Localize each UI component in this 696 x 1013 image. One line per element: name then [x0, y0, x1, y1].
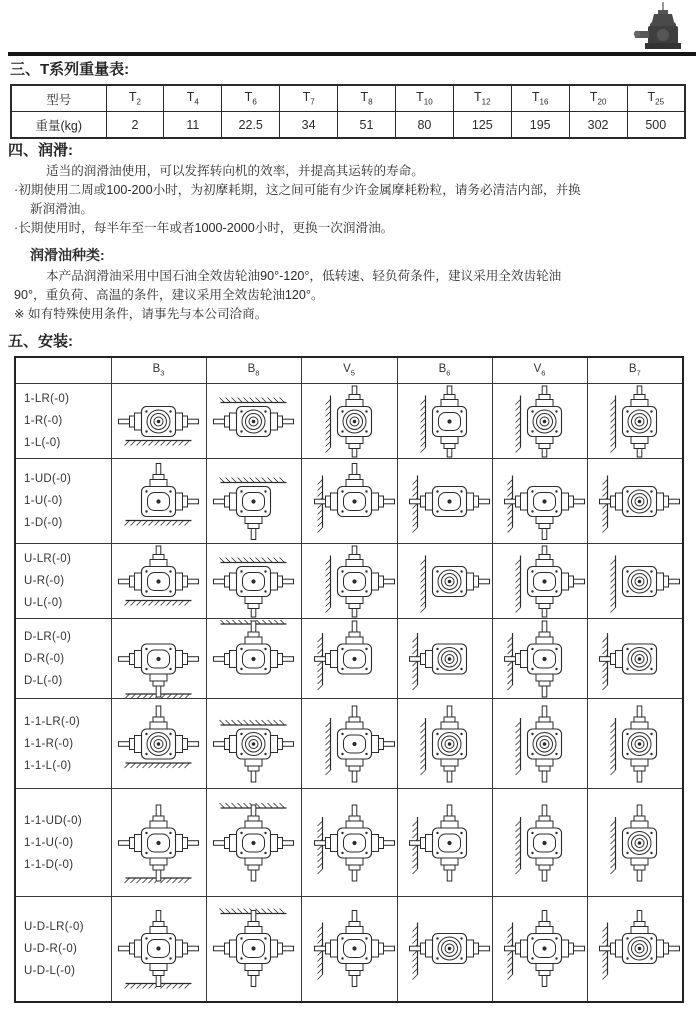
mounting-drawing	[206, 897, 301, 1002]
model-cell: $T_{16}$	[511, 85, 569, 112]
mounting-drawing	[397, 789, 492, 897]
config-label	[15, 897, 111, 1002]
mounting-drawing	[206, 544, 301, 619]
mounting-drawing	[492, 619, 587, 699]
mounting-drawing	[111, 789, 206, 897]
mounting-drawing	[206, 459, 301, 544]
mounting-drawing	[587, 459, 683, 544]
oil-types-subheading: 润滑油种类:	[30, 247, 105, 263]
section5-heading: 五、安装:	[8, 333, 73, 350]
mounting-drawing	[301, 699, 397, 789]
config-label-line: 1-1-UD(-0)	[24, 814, 82, 827]
mount-code: $B_3$	[111, 357, 206, 384]
mounting-drawing	[111, 544, 206, 619]
config-label-line: U-D-LR(-0)	[24, 920, 84, 933]
config-label-line: U-LR(-0)	[24, 553, 72, 565]
mounting-drawing	[301, 789, 397, 897]
config-label-line: D-R(-0)	[24, 652, 65, 665]
model-cell: $T_8$	[338, 85, 396, 112]
text-line: ·初期使用二周或100-200小时，为初摩耗期，这之间可能有少许金属摩耗粉粒，请务必清洁内部，并换	[14, 183, 581, 197]
lubrication-paragraph	[8, 162, 690, 238]
mounting-drawing	[587, 384, 683, 459]
mounting-drawing	[397, 544, 492, 619]
config-label-line: 1-L(-0)	[24, 437, 61, 449]
model-cell: $T_2$	[106, 85, 164, 112]
model-cell: $T_{10}$	[395, 85, 453, 112]
config-label-line: 1-1-D(-0)	[24, 858, 74, 871]
row-header-weight: 重量(kg)	[11, 112, 106, 139]
config-label-line: D-LR(-0)	[24, 630, 72, 643]
installation-table	[14, 356, 684, 1003]
mounting-drawing	[587, 897, 683, 1002]
text-line: 90°，重负荷、高温的条件，建议采用全效齿轮油120°。	[14, 288, 324, 302]
weight-cell: 51	[338, 112, 396, 139]
config-label	[15, 544, 111, 619]
config-label	[15, 384, 111, 459]
mounting-drawing	[397, 619, 492, 699]
config-label-line: U-L(-0)	[24, 597, 63, 609]
gearbox-photo	[632, 2, 690, 52]
weight-cell: 125	[453, 112, 511, 139]
weight-cell: 500	[627, 112, 685, 139]
row-header-model: 型号	[11, 85, 106, 112]
mounting-drawing	[492, 544, 587, 619]
mounting-drawing	[492, 699, 587, 789]
config-label-line: 1-1-LR(-0)	[24, 715, 81, 728]
weight-cell: 22.5	[222, 112, 280, 139]
weight-cell: 302	[569, 112, 627, 139]
mounting-drawing	[397, 384, 492, 459]
config-label-line: 1-D(-0)	[24, 517, 63, 529]
model-cell: $T_7$	[280, 85, 338, 112]
mount-code: $V_6$	[492, 357, 587, 384]
mounting-drawing	[587, 789, 683, 897]
config-label-line: 1-1-U(-0)	[24, 836, 74, 849]
model-cell: $T_{25}$	[627, 85, 685, 112]
config-label-line: 1-LR(-0)	[24, 393, 70, 405]
config-label-line: U-R(-0)	[24, 575, 65, 587]
text-line: ※ 如有特殊使用条件，请事先与本公司洽商。	[14, 307, 268, 321]
mounting-drawing	[111, 897, 206, 1002]
weight-cell: 2	[106, 112, 164, 139]
mounting-drawing	[206, 699, 301, 789]
mounting-drawing	[492, 897, 587, 1002]
mounting-drawing	[301, 459, 397, 544]
mounting-drawing	[206, 384, 301, 459]
mounting-drawing	[301, 897, 397, 1002]
oil-types-paragraph	[8, 267, 690, 324]
mount-code: $B_8$	[206, 357, 301, 384]
mounting-drawing	[492, 384, 587, 459]
model-cell: $T_{12}$	[453, 85, 511, 112]
mounting-drawing	[397, 699, 492, 789]
weight-cell: 34	[280, 112, 338, 139]
mounting-drawing	[111, 699, 206, 789]
mount-code: $B_6$	[397, 357, 492, 384]
config-label	[15, 789, 111, 897]
mounting-drawing	[301, 619, 397, 699]
weight-table	[10, 84, 686, 139]
config-label	[15, 699, 111, 789]
mount-code: $V_5$	[301, 357, 397, 384]
section3-heading: 三、T系列重量表:	[10, 61, 130, 78]
mounting-drawing	[492, 459, 587, 544]
corner-cell	[15, 357, 111, 384]
mounting-drawing	[397, 459, 492, 544]
mounting-drawing	[111, 384, 206, 459]
mounting-drawing	[587, 699, 683, 789]
mounting-drawing	[206, 789, 301, 897]
lubrication-section	[8, 139, 690, 324]
mount-code: $B_7$	[587, 357, 683, 384]
model-cell: $T_4$	[164, 85, 222, 112]
config-label-line: 1-U(-0)	[24, 495, 63, 507]
text-line: 新润滑油。	[30, 202, 93, 216]
config-label-line: 1-UD(-0)	[24, 473, 72, 485]
mounting-drawing	[301, 384, 397, 459]
mounting-drawing	[492, 789, 587, 897]
weight-cell: 11	[164, 112, 222, 139]
mounting-drawing	[397, 897, 492, 1002]
config-label	[15, 619, 111, 699]
model-cell: $T_{20}$	[569, 85, 627, 112]
config-label-line: U-D-L(-0)	[24, 964, 76, 977]
mounting-drawing	[587, 544, 683, 619]
model-cell: $T_6$	[222, 85, 280, 112]
mounting-drawing	[111, 459, 206, 544]
weight-cell: 80	[395, 112, 453, 139]
header-rule	[8, 52, 696, 56]
config-label	[15, 459, 111, 544]
weight-cell: 195	[511, 112, 569, 139]
config-label-line: D-L(-0)	[24, 674, 63, 687]
section4-heading: 四、润滑:	[8, 142, 73, 159]
config-label-line: 1-1-R(-0)	[24, 737, 74, 750]
text-line: 本产品润滑油采用中国石油全效齿轮油90°-120°，低转速、轻负荷条件，建议采用全效齿轮油	[46, 269, 562, 283]
config-label-line: U-D-R(-0)	[24, 942, 78, 955]
mounting-drawing	[587, 619, 683, 699]
mounting-drawing	[111, 619, 206, 699]
text-line: 适当的润滑油使用，可以发挥转向机的效率，并提高其运转的寿命。	[46, 164, 424, 178]
mounting-drawing	[206, 619, 301, 699]
mounting-drawing	[301, 544, 397, 619]
config-label-line: 1-R(-0)	[24, 415, 63, 427]
text-line: ·长期使用时，每半年至一年或者1000-2000小时，更换一次润滑油。	[14, 221, 394, 235]
config-label-line: 1-1-L(-0)	[24, 759, 72, 772]
